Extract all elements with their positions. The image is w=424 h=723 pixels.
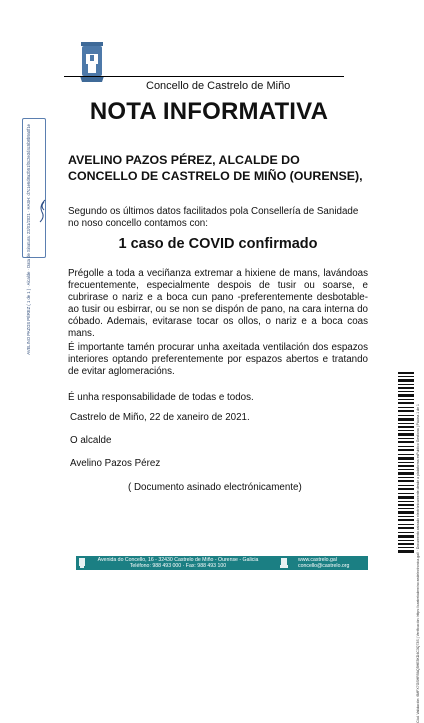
- municipal-crest-icon: [70, 40, 114, 84]
- document-title: NOTA INFORMATIVA: [89, 98, 329, 125]
- footer-email-link[interactable]: concello@castrelo.org: [298, 563, 350, 569]
- addressee: AVELINO PAZOS PÉREZ, ALCALDE DO CONCELLO DE CASTRELO DE MIÑO (OURENSE),: [68, 153, 363, 183]
- stamp-text: AVELINO PAZOS PÉREZ ( 1 de 1 ) · Alcalde · Data de Sinatura: 22/01/2021 · HASH: d7c1e6d8a2b51f0c2e3d4c5b8b9a0f1e: [26, 124, 31, 355]
- date-line: Castrelo de Miño, 22 de xaneiro de 2021.: [70, 412, 250, 423]
- responsibility-line: É unha responsabilidade de todas e todos.: [68, 392, 254, 403]
- mayor-name: Avelino Pazos Pérez: [70, 458, 161, 469]
- stamp-signature-icon: [36, 140, 49, 260]
- hygiene-paragraph: Prégolle a toda a veciñanza extremar a hixiene de mans, lavándoas frecuentemente, especialmente despois de tusir ou soarse, e cubrirase o nariz e a boca cun pano -preferentemente desbotable- ao tusir ou esbirrar, ou se non se dispón de pano, na cara interna do cóbado. Ademais, evitarase tocar os ollos, o nariz e a boca coas mans.: [68, 268, 368, 340]
- intro-paragraph: Segundo os últimos datos facilitados pola Consellería de Sanidade no noso concello contamos con:: [68, 206, 359, 229]
- footer-crest-icon: [78, 558, 86, 568]
- footer-phone: Teléfono: 988 493 000 · Fax: 988 493 100: [129, 563, 227, 569]
- barcode-icon: [396, 372, 416, 556]
- covid-case-highlight: 1 caso de COVID confirmado: [118, 236, 318, 252]
- council-name: Concello de Castrelo de Miño: [146, 80, 291, 92]
- verification-text: Cód. Validación: 6MFX7GSHR9AQ5HE3KD4C3Q73S | Verificación: https://castrelodemino.sedelectronica.gal/ · Documento asinado electrónicamente desde a plataforma esPublico Gestiona | Páxina 1 de 1: [416, 404, 420, 723]
- footer-address: Avenida do Concello, 16 - 32430 Castrelo de Miño - Ourense - Galicia: [97, 557, 259, 563]
- signature-note: ( Documento asinado electrónicamente): [128, 482, 302, 493]
- ventilation-paragraph: É importante tamén procurar unha axeitada ventilación dos espazos interiores optando preferentemente por espazos abertos e tratando de evitar aglomeracións.: [68, 342, 368, 378]
- footer-banner: [76, 556, 368, 570]
- footer-website-link[interactable]: www.castrelo.gal: [298, 557, 337, 563]
- header-rule: [64, 76, 344, 77]
- mayor-label: O alcalde: [70, 435, 112, 446]
- footer-crest-icon-right: [279, 558, 289, 568]
